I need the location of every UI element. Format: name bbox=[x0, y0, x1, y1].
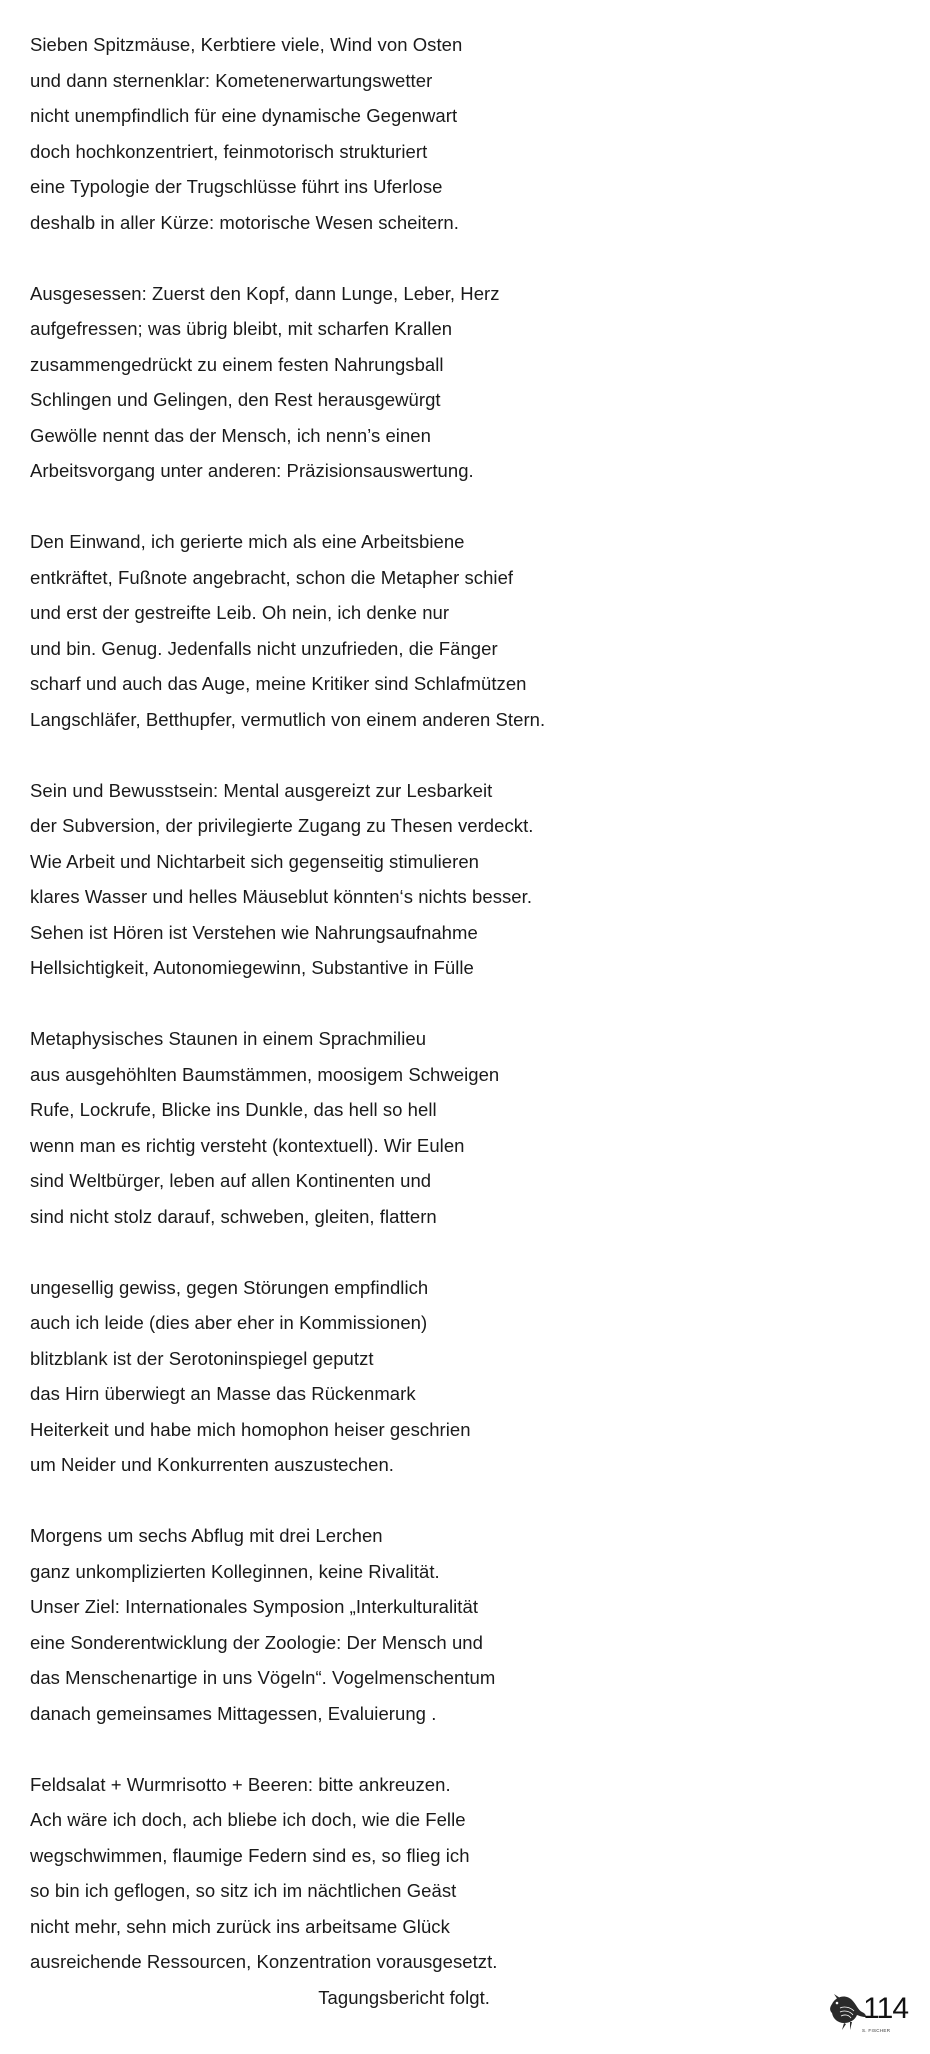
poem-line: nicht mehr, sehn mich zurück ins arbeitsame Glück bbox=[30, 1915, 450, 1937]
poem-line: Rufe, Lockrufe, Blicke ins Dunkle, das hell so hell bbox=[30, 1099, 437, 1120]
poem-line: eine Sonderentwicklung der Zoologie: Der Mensch und bbox=[30, 1631, 483, 1653]
poem-line: sind Weltbürger, leben auf allen Kontinenten und bbox=[30, 1170, 432, 1191]
poem-line: Ach wäre ich doch, ach bliebe ich doch, wie die Felle bbox=[30, 1809, 466, 1830]
poem-line: Den Einwand, ich gerierte mich als eine Arbeitsbiene bbox=[30, 531, 465, 552]
poem-line: Sieben Spitzmäuse, Kerbtiere viele, Wind von Osten bbox=[30, 34, 463, 55]
poem-line: ganz unkomplizierten Kolleginnen, keine Rivalität. bbox=[30, 1560, 440, 1582]
poem-line: Wie Arbeit und Nichtarbeit sich gegenseitig stimulieren bbox=[30, 850, 480, 872]
poem-line: danach gemeinsames Mittagessen, Evaluierung . bbox=[30, 1702, 437, 1724]
stanza-8 bbox=[30, 1767, 730, 2016]
poem-line: ungesellig gewiss, gegen Störungen empfindlich bbox=[30, 1276, 429, 1298]
poem-line: Heiterkeit und habe mich homophon heiser geschrien bbox=[30, 1418, 471, 1440]
poem-line: und erst der gestreifte Leib. Oh nein, ich denke nur bbox=[30, 602, 450, 623]
poem-line: Morgens um sechs Abflug mit drei Lerchen bbox=[30, 1525, 383, 1546]
poem-line: eine Typologie der Trugschlüsse führt ins Uferlose bbox=[30, 176, 443, 197]
poem-line: der Subversion, der privilegierte Zugang zu Thesen verdeckt. bbox=[30, 815, 534, 836]
page-footer bbox=[828, 1990, 908, 2034]
stanza-6 bbox=[30, 1270, 730, 1483]
poem-line: Schlingen und Gelingen, den Rest herausgewürgt bbox=[30, 389, 441, 410]
stanza-1 bbox=[30, 27, 730, 240]
poem-line: blitzblank ist der Serotoninspiegel geputzt bbox=[30, 1347, 374, 1369]
poem-line: Gewölle nennt das der Mensch, ich nenn’s einen bbox=[30, 424, 431, 446]
poem-line: Unser Ziel: Internationales Symposion „Interkulturalität bbox=[30, 1596, 479, 1617]
closing-line: Tagungsbericht folgt. bbox=[318, 1986, 490, 2008]
poem-line: und bin. Genug. Jedenfalls nicht unzufrieden, die Fänger bbox=[30, 637, 498, 659]
poem-line: ausreichende Ressourcen, Konzentration vorausgesetzt. bbox=[30, 1951, 498, 1972]
poem-line: Arbeitsvorgang unter anderen: Präzisionsauswertung. bbox=[30, 460, 474, 481]
poem-line: aus ausgehöhlten Baumstämmen, moosigem Schweigen bbox=[30, 1063, 500, 1085]
poem-line: Ausgesessen: Zuerst den Kopf, dann Lunge, Leber, Herz bbox=[30, 282, 500, 304]
poem-line: wenn man es richtig versteht (kontextuell). Wir Eulen bbox=[30, 1134, 465, 1156]
poem-line: das Menschenartige in uns Vögeln“. Vogelmenschentum bbox=[30, 1667, 496, 1688]
stanza-5 bbox=[30, 1021, 730, 1234]
poem bbox=[30, 27, 730, 2051]
stanza-3 bbox=[30, 524, 730, 737]
poem-line: Sehen ist Hören ist Verstehen wie Nahrungsaufnahme bbox=[30, 921, 478, 943]
fischer-logo-icon bbox=[828, 1990, 868, 2032]
stanza-4 bbox=[30, 773, 730, 986]
poem-line: klares Wasser und helles Mäuseblut könnten‘s nichts besser. bbox=[30, 886, 533, 907]
poem-line: zusammengedrückt zu einem festen Nahrungsball bbox=[30, 353, 444, 375]
page-number: 114 bbox=[863, 1992, 908, 2025]
poem-line: auch ich leide (dies aber eher in Kommissionen) bbox=[30, 1312, 428, 1333]
stanza-2 bbox=[30, 276, 730, 489]
poem-line: deshalb in aller Kürze: motorische Wesen scheitern. bbox=[30, 211, 459, 233]
poem-line: aufgefressen; was übrig bleibt, mit scharfen Krallen bbox=[30, 318, 453, 339]
poem-line: doch hochkonzentriert, feinmotorisch strukturiert bbox=[30, 140, 428, 162]
poem-line: Hellsichtigkeit, Autonomiegewinn, Substantive in Fülle bbox=[30, 957, 474, 978]
poem-line: sind nicht stolz darauf, schweben, gleiten, flattern bbox=[30, 1205, 437, 1227]
poem-line: und dann sternenklar: Kometenerwartungswetter bbox=[30, 69, 433, 91]
publisher-name: S. FISCHER bbox=[862, 2028, 891, 2033]
poem-line: das Hirn überwiegt an Masse das Rückenmark bbox=[30, 1383, 416, 1404]
poem-line: Metaphysisches Staunen in einem Sprachmilieu bbox=[30, 1028, 427, 1049]
poem-line: entkräftet, Fußnote angebracht, schon die Metapher schief bbox=[30, 566, 514, 588]
poem-line: Feldsalat + Wurmrisotto + Beeren: bitte ankreuzen. bbox=[30, 1773, 451, 1795]
poem-line: Sein und Bewusstsein: Mental ausgereizt zur Lesbarkeit bbox=[30, 779, 493, 801]
poem-line: so bin ich geflogen, so sitz ich im nächtlichen Geäst bbox=[30, 1880, 457, 1901]
poem-line: nicht unempfindlich für eine dynamische Gegenwart bbox=[30, 105, 458, 126]
stanza-7 bbox=[30, 1518, 730, 1731]
poem-line: Langschläfer, Betthupfer, vermutlich von einem anderen Stern. bbox=[30, 708, 546, 730]
poem-line: um Neider und Konkurrenten auszustechen. bbox=[30, 1454, 394, 1475]
poem-line: wegschwimmen, flaumige Federn sind es, so flieg ich bbox=[30, 1844, 470, 1866]
poem-line: scharf und auch das Auge, meine Kritiker sind Schlafmützen bbox=[30, 673, 527, 694]
